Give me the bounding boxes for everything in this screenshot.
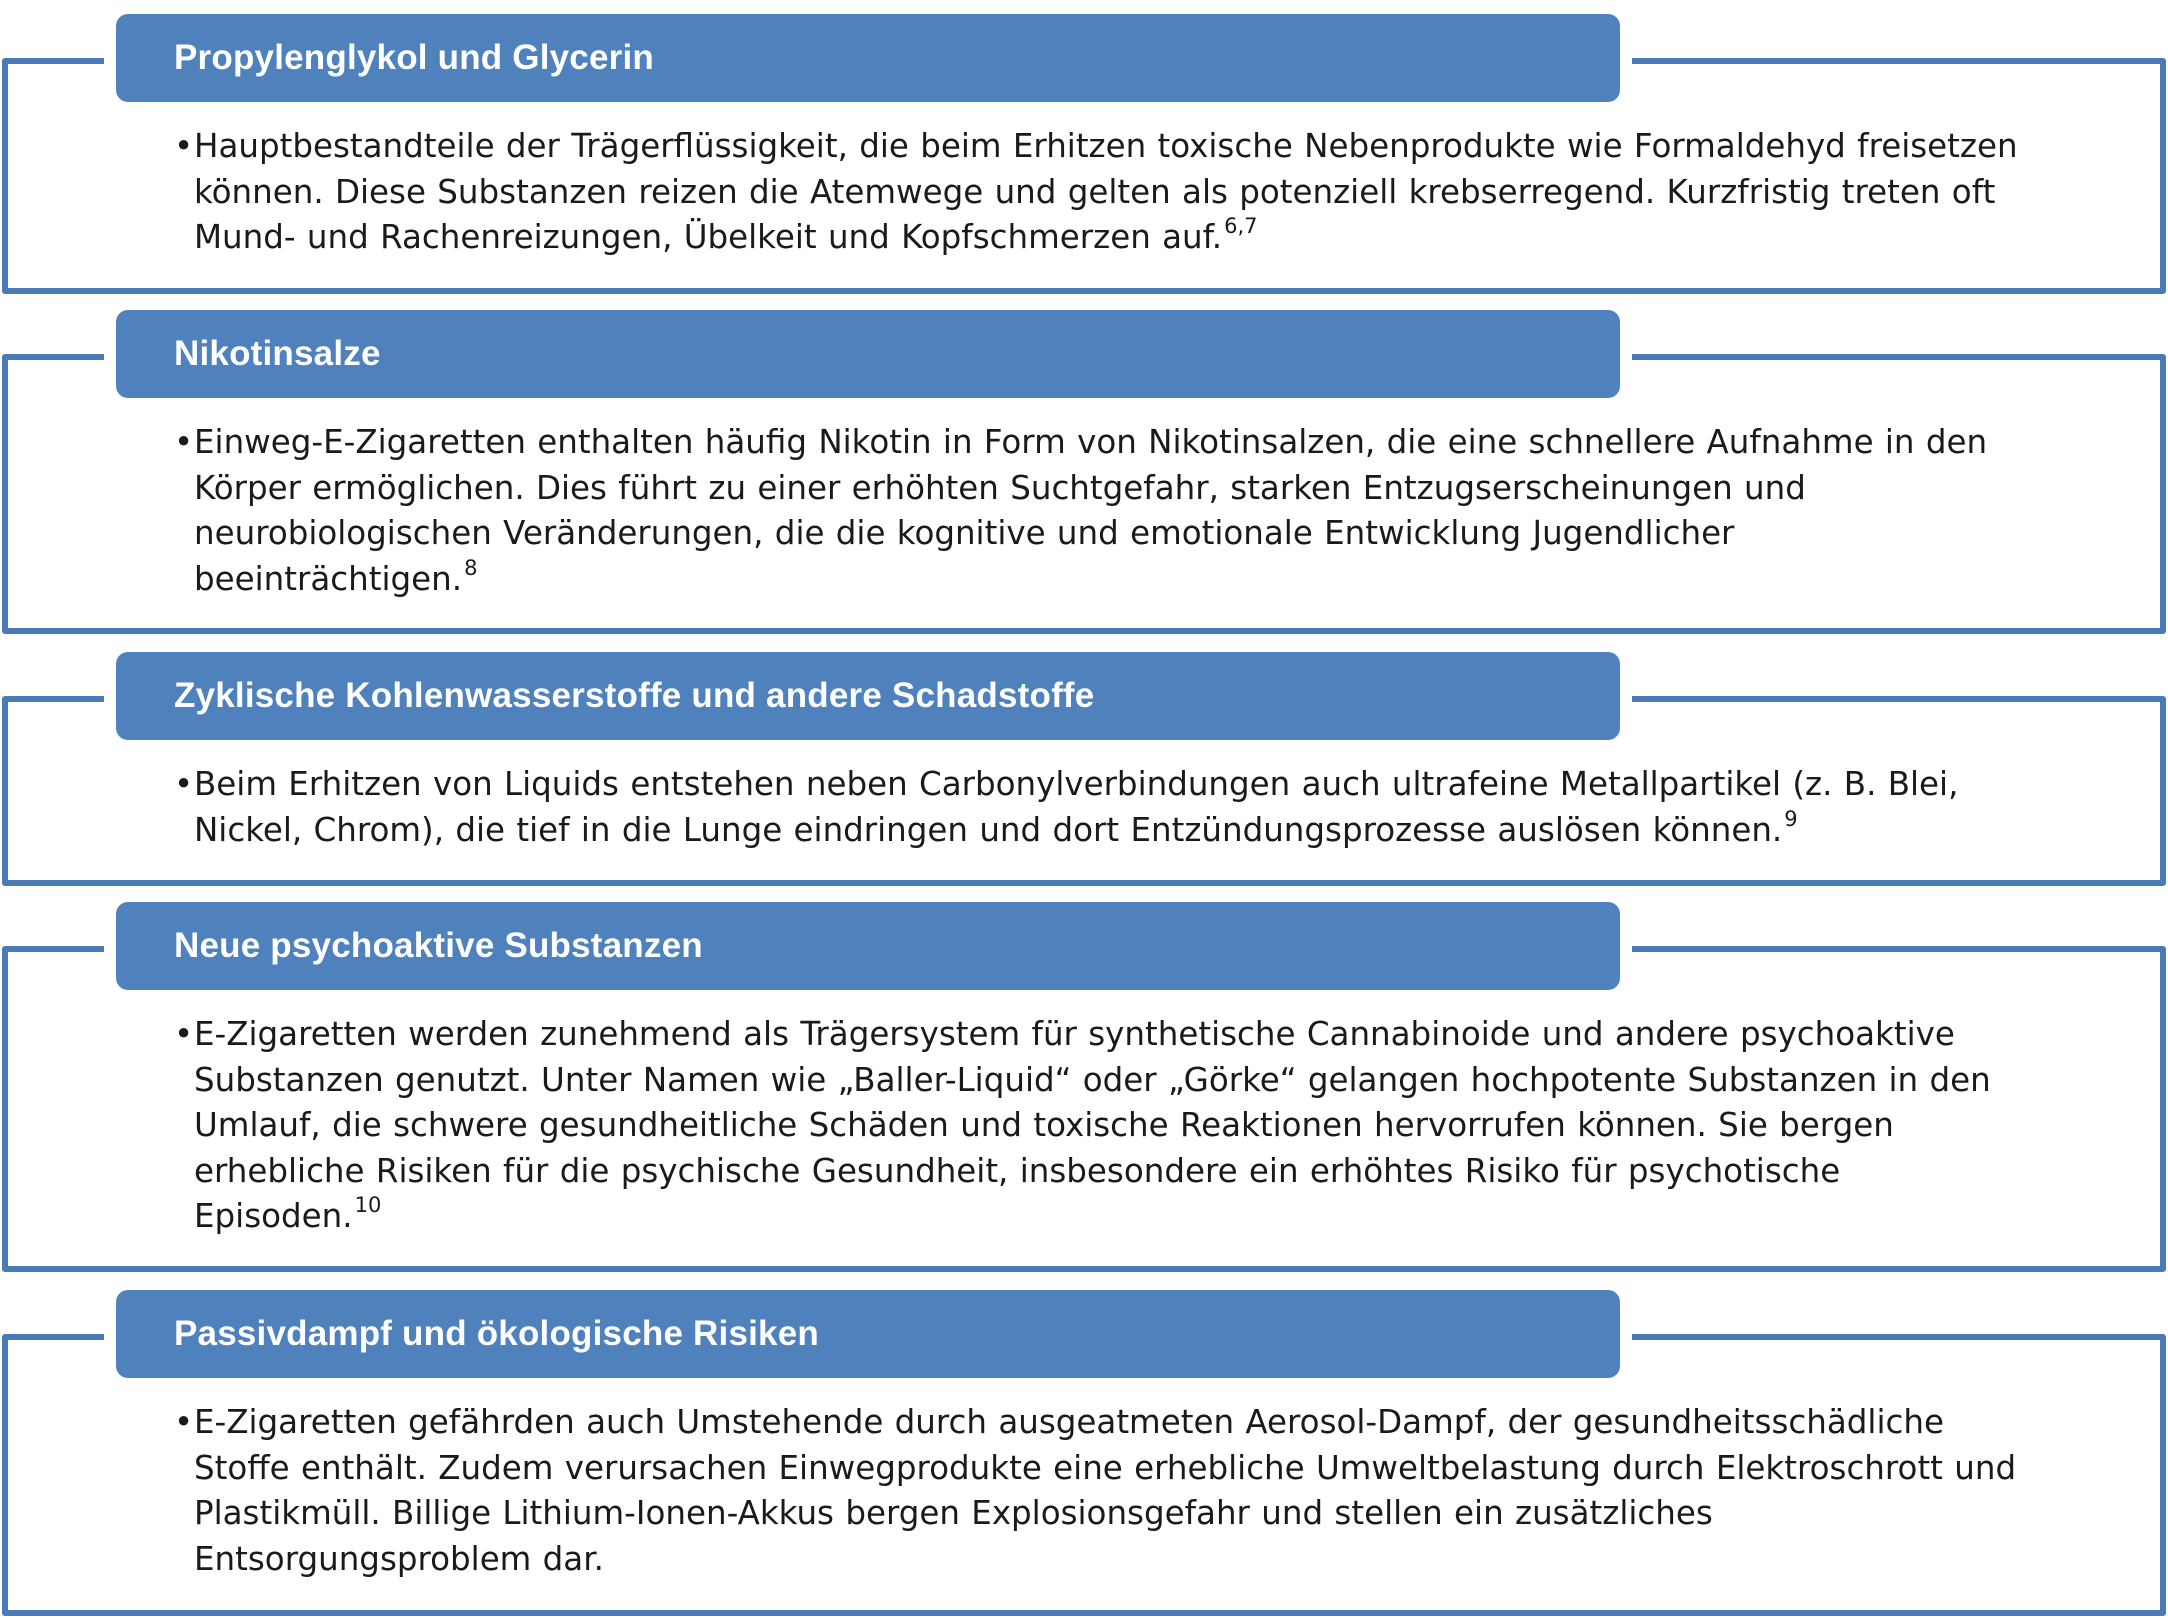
section-text: Hauptbestandteile der Trägerflüssigkeit, die beim Erhitzen toxische Nebenprodukte wie Formaldehyd freisetzen können. Diese Substanzen reizen die Atemwege und gelten als potenziell krebserregend. Kurzfristig treten oft Mund- und Rachenreizungen, Übelkeit und Kopfschmerzen auf. [194, 127, 2018, 256]
section-text: E-Zigaretten gefährden auch Umstehende durch ausgeatmeten Aerosol-Dampf, der gesundheitsschädliche Stoffe enthält. Zudem verursachen Einwegprodukte eine erhebliche Umweltbelastung durch Elektroschrott und Plastikmüll. Billige Lithium-Ionen-Akkus bergen Explosionsgefahr und stellen ein zusätzliches Entsorgungsproblem dar. [194, 1403, 2017, 1578]
section-body [174, 420, 2028, 602]
bullet-icon: • [174, 423, 194, 461]
section-kohlenwasserstoffe [0, 652, 2168, 886]
section-title: Propylenglykol und Glycerin [174, 38, 654, 77]
section-text: Einweg-E-Zigaretten enthalten häufig Nikotin in Form von Nikotinsalzen, die eine schnellere Aufnahme in den Körper ermöglichen. Dies führt zu einer erhöhten Suchtgefahr, starken Entzugserscheinungen und neurobiologischen Veränderungen, die die kognitive und emotionale Entwicklung Jugendlicher beeinträchtigen. [194, 423, 1988, 598]
section-body [174, 762, 2028, 853]
section-text: Beim Erhitzen von Liquids entstehen neben Carbonylverbindungen auch ultrafeine Metallpartikel (z. B. Blei, Nickel, Chrom), die tief in die Lunge eindringen und dort Entzündungsprozesse auslösen können. [194, 765, 1959, 849]
reference-superscript: 9 [1784, 806, 1798, 831]
section-passivdampf [0, 1290, 2168, 1616]
bullet-icon: • [174, 1403, 194, 1441]
section-psychoaktive-substanzen [0, 902, 2168, 1272]
bullet-icon: • [174, 127, 194, 165]
reference-superscript: 8 [464, 555, 478, 580]
section-title: Zyklische Kohlenwasserstoffe und andere Schadstoffe [174, 676, 1095, 715]
section-title: Neue psychoaktive Substanzen [174, 926, 703, 965]
section-text: E-Zigaretten werden zunehmend als Trägersystem für synthetische Cannabinoide und andere psychoaktive Substanzen genutzt. Unter Namen wie „Baller-Liquid“ oder „Görke“ gelangen hochpotente Substanzen in den Umlauf, die schwere gesundheitliche Schäden und toxische Reaktionen hervorrufen können. Sie bergen erhebliche Risiken für die psychische Gesundheit, insbesondere ein erhöhtes Risiko für psychotische Episoden. [194, 1015, 1991, 1235]
section-header [116, 14, 1620, 102]
section-body [174, 1400, 2028, 1582]
section-header [116, 310, 1620, 398]
bullet-icon: • [174, 1015, 194, 1053]
reference-superscript: 6,7 [1224, 214, 1258, 238]
section-title: Nikotinsalze [174, 334, 381, 373]
bullet-icon: • [174, 765, 194, 803]
section-header [116, 652, 1620, 740]
section-body [174, 1012, 2028, 1240]
section-body [174, 124, 2028, 261]
reference-superscript: 10 [354, 1193, 382, 1217]
section-propylenglykol [0, 14, 2168, 294]
section-title: Passivdampf und ökologische Risiken [174, 1314, 819, 1353]
section-nikotinsalze [0, 310, 2168, 634]
section-header [116, 902, 1620, 990]
section-header [116, 1290, 1620, 1378]
